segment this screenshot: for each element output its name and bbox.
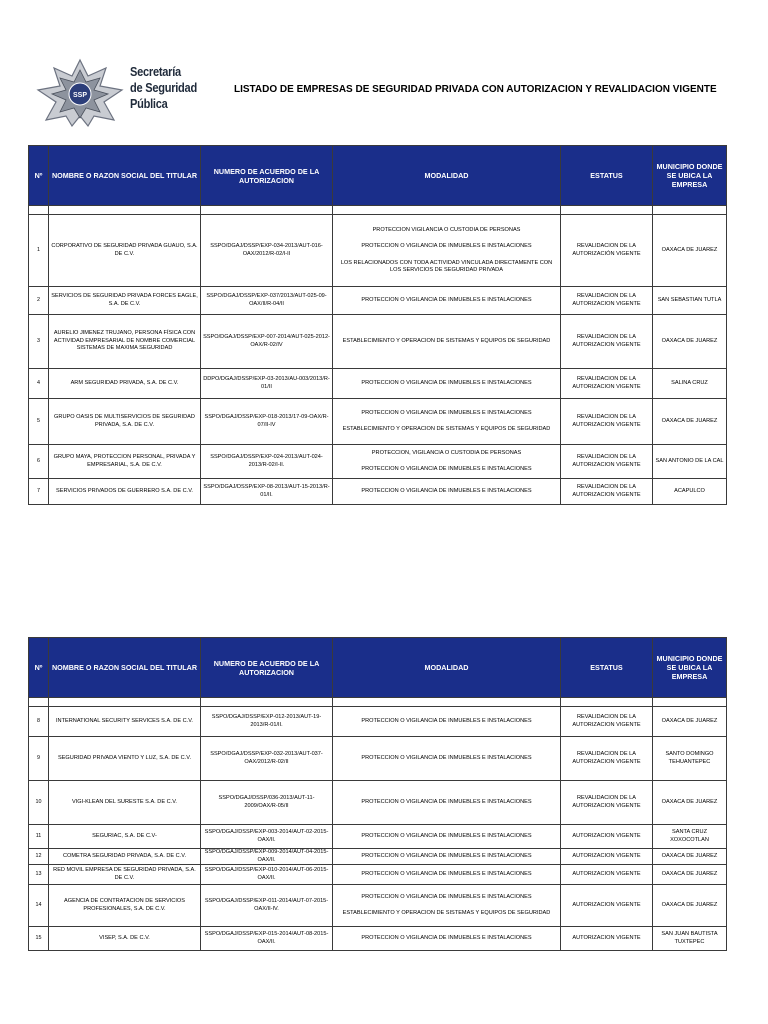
agreement-number: SSPO/DGAJ/DSSP/EXP-018-2013/17-09-OAX/R-07/II-IV (201, 399, 333, 445)
status: REVALIDACION DE LA AUTORIZACION VIGENTE (561, 479, 653, 505)
spacer-cell (29, 698, 49, 707)
table-header-row (29, 146, 727, 206)
document-title: LISTADO DE EMPRESAS DE SEGURIDAD PRIVADA CON AUTORIZACION Y REVALIDACION VIGENTE (234, 84, 717, 95)
modality-cell (333, 737, 561, 781)
modality-item: PROTECCION O VIGILANCIA DE INMUEBLES E INSTALACIONES (361, 798, 532, 805)
status: REVALIDACION DE LA AUTORIZACION VIGENTE (561, 445, 653, 479)
status: REVALIDACION DE LA AUTORIZACION VIGENTE (561, 287, 653, 315)
row-number: 1 (29, 215, 49, 287)
table-row (29, 849, 727, 865)
col-header-modality: MODALIDAD (333, 146, 561, 206)
status: AUTORIZACION VIGENTE (561, 849, 653, 865)
municipality: ACAPULCO (653, 479, 727, 505)
companies-table-1 (28, 145, 727, 505)
modality-cell (333, 369, 561, 399)
row-number: 14 (29, 885, 49, 927)
col-header-agreement: NUMERO DE ACUERDO DE LA AUTORIZACION (201, 638, 333, 698)
modality-cell (333, 479, 561, 505)
modality-item: ESTABLECIMIENTO Y OPERACION DE SISTEMAS Y EQUIPOS DE SEGURIDAD (342, 910, 551, 916)
modality-item: PROTECCION O VIGILANCIA DE INMUEBLES E INSTALACIONES (361, 852, 532, 859)
table-row (29, 781, 727, 825)
logo-text (130, 64, 207, 112)
logo-text-line: Secretaría (130, 64, 181, 79)
spacer-cell (653, 206, 727, 215)
table-row (29, 369, 727, 399)
table-row (29, 825, 727, 849)
agreement-number: SSPO/DGAJ/DSSP/EXP-007-2014/AUT-025-2012-OAX/R-02/IV (201, 315, 333, 369)
modality-item: PROTECCION O VIGILANCIA DE INMUEBLES E INSTALACIONES (361, 754, 532, 761)
municipality: OAXACA DE JUAREZ (653, 315, 727, 369)
company-name: VISEP, S.A. DE C.V. (49, 927, 201, 951)
agreement-number: SSPO/DGAJ/DSSP/EXP-012-2013/AUT-19-2013/R-01/II. (201, 707, 333, 737)
modality-item: PROTECCION O VIGILANCIA DE INMUEBLES E INSTALACIONES (361, 870, 532, 877)
company-name: AGENCIA DE CONTRATACION DE SERVICIOS PROFESIONALES, S.A. DE C.V. (49, 885, 201, 927)
modality-cell (333, 825, 561, 849)
agreement-number: SSPO/DGAJ/DSSP/EXP-024-2013/AUT-024-2013/R-02/I-II. (201, 445, 333, 479)
spacer-cell (201, 206, 333, 215)
company-name: VIGI-KLEAN DEL SURESTE S.A. DE C.V. (49, 781, 201, 825)
modality-cell (333, 885, 561, 927)
company-name: AURELIO JIMENEZ TRUJANO, PERSONA FÍSICA CON ACTIVIDAD EMPRESARIAL DE NOMBRE COMERCIAL SISTEMAS DE MAXIMA SEGURIDAD (49, 315, 201, 369)
row-number: 5 (29, 399, 49, 445)
row-number: 12 (29, 849, 49, 865)
table-row (29, 737, 727, 781)
municipality: OAXACA DE JUAREZ (653, 707, 727, 737)
company-name: CORPORATIVO DE SEGURIDAD PRIVADA GUAUO, S.A. DE C.V. (49, 215, 201, 287)
table-row (29, 445, 727, 479)
row-number: 13 (29, 865, 49, 885)
spacer-row (29, 698, 727, 707)
municipality: SANTO DOMINGO TEHUANTEPEC (653, 737, 727, 781)
logo-text-line: Pública (130, 96, 168, 111)
municipality: OAXACA DE JUAREZ (653, 399, 727, 445)
modality-cell (333, 399, 561, 445)
page-header (28, 58, 748, 128)
table-row (29, 315, 727, 369)
row-number: 8 (29, 707, 49, 737)
municipality: OAXACA DE JUAREZ (653, 885, 727, 927)
company-name: SERVICIOS PRIVADOS DE GUERRERO S.A. DE C.V. (49, 479, 201, 505)
table-row (29, 287, 727, 315)
star-badge-icon (32, 58, 128, 128)
modality-cell (333, 927, 561, 951)
company-name: SEGURIDAD PRIVADA VIENTO Y LUZ, S.A. DE C.V. (49, 737, 201, 781)
agreement-number: SSPO/DGAJ/DSSP/EXP-011-2014/AUT-07-2015-OAX/II-IV. (201, 885, 333, 927)
row-number: 11 (29, 825, 49, 849)
company-name: SEGURIAC, S.A. DE C.V- (49, 825, 201, 849)
municipality: OAXACA DE JUAREZ (653, 781, 727, 825)
modality-item: PROTECCION O VIGILANCIA DE INMUEBLES E INSTALACIONES (361, 243, 532, 249)
modality-item: PROTECCION O VIGILANCIA DE INMUEBLES E INSTALACIONES (361, 466, 532, 472)
municipality: SAN ANTONIO DE LA CAL (653, 445, 727, 479)
municipality: SANTA CRUZ XOXOCOTLAN (653, 825, 727, 849)
logo-text-line: de Seguridad (130, 80, 197, 95)
company-name: GRUPO OASIS DE MULTISERVICIOS DE SEGURIDAD PRIVADA, S.A. DE C.V. (49, 399, 201, 445)
col-header-municipality: MUNICIPIO DONDE SE UBICA LA EMPRESA (653, 638, 727, 698)
status: REVALIDACION DE LA AUTORIZACIÓN VIGENTE (561, 215, 653, 287)
modality-cell (333, 707, 561, 737)
col-header-num: Nº (29, 638, 49, 698)
col-header-status: ESTATUS (561, 638, 653, 698)
modality-cell (333, 445, 561, 479)
municipality: SAN JUAN BAUTISTA TUXTEPEC (653, 927, 727, 951)
modality-cell (333, 315, 561, 369)
spacer-cell (49, 206, 201, 215)
table-row (29, 865, 727, 885)
status: REVALIDACION DE LA AUTORIZACION VIGENTE (561, 737, 653, 781)
agreement-number: SSPO/DGAJ/DSSP/EXP-009-2014/AUT-04-2015-OAX/II. (201, 849, 333, 865)
status: REVALIDACION DE LA AUTORIZACION VIGENTE (561, 781, 653, 825)
spacer-cell (333, 206, 561, 215)
agreement-number: SSPO/DGAJ/DSSP/EXP-015-2014/AUT-08-2015-OAX/II. (201, 927, 333, 951)
col-header-agreement: NUMERO DE ACUERDO DE LA AUTORIZACION (201, 146, 333, 206)
table-row (29, 885, 727, 927)
row-number: 3 (29, 315, 49, 369)
agreement-number: SSPO/DGAJ/DSSP/EXP-037/2013/AUT-025-09-OAX/II/R-04/II (201, 287, 333, 315)
municipality: OAXACA DE JUAREZ (653, 865, 727, 885)
table-row (29, 479, 727, 505)
spacer-cell (201, 698, 333, 707)
status: REVALIDACION DE LA AUTORIZACION VIGENTE (561, 707, 653, 737)
modality-cell (333, 849, 561, 865)
company-name: SERVICIOS DE SEGURIDAD PRIVADA FORCES EAGLE, S.A. DE C.V. (49, 287, 201, 315)
municipality: SAN SEBASTIAN TUTLA (653, 287, 727, 315)
status: AUTORIZACION VIGENTE (561, 825, 653, 849)
modality-item: PROTECCION O VIGILANCIA DE INMUEBLES E INSTALACIONES (361, 379, 532, 386)
spacer-cell (49, 698, 201, 707)
col-header-status: ESTATUS (561, 146, 653, 206)
col-header-name: NOMBRE O RAZON SOCIAL DEL TITULAR (49, 146, 201, 206)
modality-item: PROTECCION O VIGILANCIA DE INMUEBLES E INSTALACIONES (361, 893, 532, 900)
status: AUTORIZACION VIGENTE (561, 927, 653, 951)
municipality: OAXACA DE JUAREZ (653, 849, 727, 865)
agreement-number: SSPO/DGAJ/DSSP/EXP-032-2013/AUT-037-OAX/2012/R-02/II (201, 737, 333, 781)
row-number: 15 (29, 927, 49, 951)
row-number: 9 (29, 737, 49, 781)
table-row (29, 927, 727, 951)
status: AUTORIZACION VIGENTE (561, 865, 653, 885)
company-name: GRUPO MAYA, PROTECCION PERSONAL, PRIVADA Y EMPRESARIAL, S.A. DE C.V. (49, 445, 201, 479)
modality-item: PROTECCION O VIGILANCIA DE INMUEBLES E INSTALACIONES (361, 296, 532, 303)
modality-item: ESTABLECIMIENTO Y OPERACION DE SISTEMAS Y EQUIPOS DE SEGURIDAD (342, 337, 551, 344)
row-number: 10 (29, 781, 49, 825)
spacer-cell (561, 698, 653, 707)
modality-item: ESTABLECIMIENTO Y OPERACION DE SISTEMAS Y EQUIPOS DE SEGURIDAD (342, 426, 551, 432)
municipality: SALINA CRUZ (653, 369, 727, 399)
agreement-number: SSPO/DGAJ/DSSP/EXP-08-2013/AUT-15-2013/R-01/II. (201, 479, 333, 505)
modality-item: PROTECCION O VIGILANCIA DE INMUEBLES E INSTALACIONES (361, 487, 532, 494)
table-header-row (29, 638, 727, 698)
modality-cell (333, 865, 561, 885)
table-row (29, 399, 727, 445)
agreement-number: SSPO/DGAJ/DSSP/036-2013/AUT-11-2009/OAX/R-05/II (201, 781, 333, 825)
spacer-cell (653, 698, 727, 707)
spacer-cell (333, 698, 561, 707)
modality-item: PROTECCION O VIGILANCIA DE INMUEBLES E INSTALACIONES (361, 832, 532, 839)
spacer-cell (561, 206, 653, 215)
status: AUTORIZACION VIGENTE (561, 885, 653, 927)
status: REVALIDACION DE LA AUTORIZACION VIGENTE (561, 369, 653, 399)
col-header-modality: MODALIDAD (333, 638, 561, 698)
company-name: ARM SEGURIDAD PRIVADA, S.A. DE C.V. (49, 369, 201, 399)
modality-item: PROTECCION, VIGILANCIA O CUSTODIA DE PERSONAS (371, 449, 522, 456)
company-name: RED MOVIL EMPRESA DE SEGURIDAD PRIVADA, S.A. DE C.V. (49, 865, 201, 885)
table-row (29, 215, 727, 287)
agreement-number: SSPO/DGAJ/DSSP/EXP-010-2014/AUT-06-2015-OAX/II. (201, 865, 333, 885)
company-name: INTERNATIONAL SECURITY SERVICES S.A. DE C.V. (49, 707, 201, 737)
agreement-number: DDPO/DGAJ/DSSP/EXP-03-2013/AU-003/2013/R-01/II (201, 369, 333, 399)
modality-cell (333, 781, 561, 825)
row-number: 4 (29, 369, 49, 399)
modality-item: LOS RELACIONADOS CON TODA ACTIVIDAD VINCULADA DIRECTAMENTE CON LOS SERVICIOS DE SEGURIDAD PRIVADA (340, 259, 553, 273)
modality-item: PROTECCION O VIGILANCIA DE INMUEBLES E INSTALACIONES (361, 934, 532, 941)
table-row (29, 707, 727, 737)
modality-cell (333, 215, 561, 287)
col-header-name: NOMBRE O RAZON SOCIAL DEL TITULAR (49, 638, 201, 698)
spacer-cell (29, 206, 49, 215)
ssp-logo (28, 58, 208, 128)
row-number: 7 (29, 479, 49, 505)
spacer-row (29, 206, 727, 215)
status: REVALIDACION DE LA AUTORIZACION VIGENTE (561, 399, 653, 445)
companies-table-2 (28, 637, 727, 951)
row-number: 6 (29, 445, 49, 479)
agreement-number: SSPO/DGAJ/DSSP/EXP-003-2014/AUT-02-2015-OAX/II. (201, 825, 333, 849)
col-header-municipality: MUNICIPIO DONDE SE UBICA LA EMPRESA (653, 146, 727, 206)
svg-text:SSP: SSP (72, 92, 88, 99)
status: REVALIDACION DE LA AUTORIZACION VIGENTE (561, 315, 653, 369)
agreement-number: SSPO/DGAJ/DSSP/EXP-034-2013/AUT-016-OAX/2012/R-02/I-II (201, 215, 333, 287)
modality-item: PROTECCION O VIGILANCIA DE INMUEBLES E INSTALACIONES (361, 717, 532, 724)
modality-item: PROTECCION O VIGILANCIA DE INMUEBLES E INSTALACIONES (361, 409, 532, 416)
municipality: OAXACA DE JUAREZ (653, 215, 727, 287)
modality-item: PROTECCION VIGILANCIA O CUSTODIA DE PERSONAS (372, 226, 521, 233)
col-header-num: Nº (29, 146, 49, 206)
row-number: 2 (29, 287, 49, 315)
modality-cell (333, 287, 561, 315)
company-name: COMETRA SEGURIDAD PRIVADA, S.A. DE C.V. (49, 849, 201, 865)
